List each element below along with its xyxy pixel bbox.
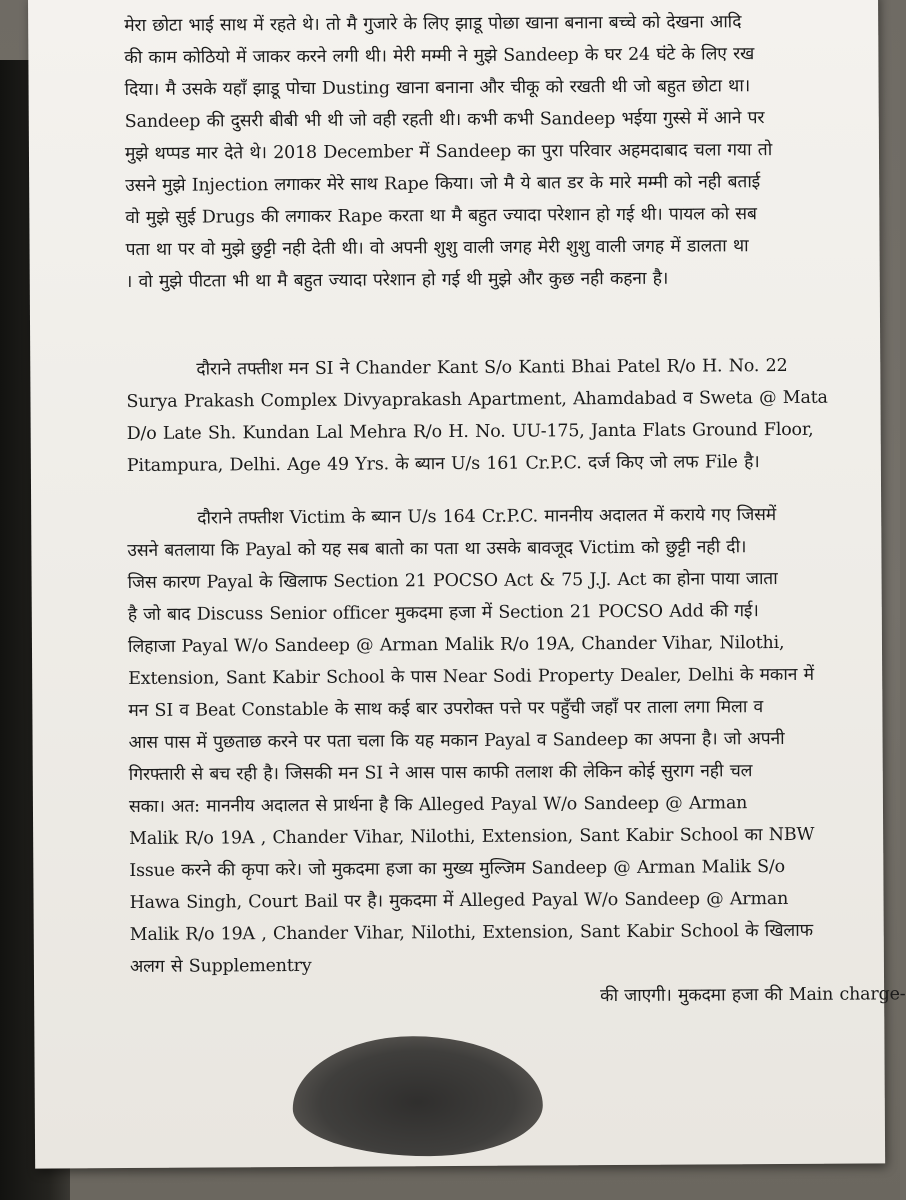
text-line: उसने मुझे Injection लगाकर मेरे साथ Rape किया। जो मै ये बात डर के मारे मम्मी को नही बताई (125, 172, 761, 197)
text-line: पता था पर वो मुझे छुट्टी नही देती थी। वो अपनी शुशु वाली जगह मेरी शुशु वाली जगह में डालता था (125, 236, 749, 261)
redaction-smudge (292, 1035, 543, 1157)
text-line: D/o Late Sh. Kundan Lal Mehra R/o H. No. UU-175, Janta Flats Ground Floor, (126, 419, 814, 445)
text-line: । वो मुझे पीटता भी था मै बहुत ज्यादा परेशान हो गई थी मुझे और कुछ नही कहना है। (125, 268, 669, 293)
paragraph-witness-statements (126, 350, 828, 482)
text-line: सका। अत: माननीय अदालत से प्रार्थना है कि Alleged Payal W/o Sandeep @ Arman (128, 793, 748, 817)
paragraph-victim-statement (124, 6, 822, 298)
text-line: Pitampura, Delhi. Age 49 Yrs. के ब्यान U/s 161 Cr.P.C. दर्ज किए जो लफ File है। (126, 452, 760, 477)
text-line: मेरा छोटा भाई साथ में रहते थे। तो मै गुजारे के लिए झाडू पोछा खाना बनाना बच्चे को देखना आदि (124, 12, 742, 37)
text-line: Hawa Singh, Court Bail पर है। मुकदमा में Alleged Payal W/o Sandeep @ Arman (129, 888, 789, 913)
text-line: दौराने तफ्तीश मन SI ने Chander Kant S/o Kanti Bhai Patel R/o H. No. 22 (196, 355, 788, 380)
text-line: Issue करने की कृपा करे। जो मुकदमा हजा का मुख्य मुल्जिम Sandeep @ Arman Malik S/o (129, 856, 786, 881)
text-line: Malik R/o 19A , Chander Vihar, Nilothi, Extension, Sant Kabir School के खिलाफ (129, 920, 813, 945)
text-line: वो मुझे सुई Drugs की लगाकर Rape करता था मै बहुत ज्यादा परेशान हो गई थी। पायल को सब (125, 204, 757, 229)
document-page (28, 0, 906, 1169)
text-line: अलग से Supplementry (129, 955, 312, 977)
text-line: Extension, Sant Kabir School के पास Near Sodi Property Dealer, Delhi के मकान में (128, 664, 814, 689)
text-line: दौराने तफ्तीश Victim के ब्यान U/s 164 Cr.P.C. माननीय अदालत में कराये गए जिसमें (197, 505, 777, 529)
text-line: Malik R/o 19A , Chander Vihar, Nilothi, Extension, Sant Kabir School का NBW (129, 824, 815, 849)
text-line: जिस कारण Payal के खिलाफ Section 21 POCSO Act & 75 J.J. Act का होना पाया जाता (127, 569, 778, 593)
text-line: मन SI व Beat Constable के साथ कई बार उपरोक्त पत्ते पर पहुँची जहाँ पर ताला लगा मिला व (128, 697, 764, 721)
text-line: गिरफ्तारी से बच रही है। जिसकी मन SI ने आस पास काफी तलाश की लेकिन कोई सुराग नही चल (128, 761, 753, 785)
text-line: दिया। मै उसके यहाँ झाडू पोचा Dusting खाना बनाना और चीकू को रखती थी जो बहुत छोटा था। (124, 76, 751, 101)
text-line: लिहाजा Payal W/o Sandeep @ Arman Malik R/o 19A, Chander Vihar, Nilothi, (127, 632, 785, 657)
text-line: मुझे थप्पड मार देते थे। 2018 December में Sandeep का पुरा परिवार अहमदाबाद चला गया तो (124, 140, 773, 165)
text-line: की जाएगी। मुकदमा हजा की Main charge- (600, 984, 906, 1007)
text-line: आस पास में पुछताछ करने पर पता चला कि यह मकान Payal व Sandeep का अपना है। जो अपनी (128, 728, 785, 753)
text-line: Surya Prakash Complex Divyaprakash Apartment, Ahamdabad व Sweta @ Mata (126, 387, 828, 413)
text-line: है जो बाद Discuss Senior officer मुकदमा हजा में Section 21 POCSO Add की गई। (127, 601, 759, 625)
text-line: उसने बतलाया कि Payal को यह सब बातो का पता था उसके बावजूद Victim को छुट्टी नही दी। (127, 537, 747, 561)
paragraph-investigation (127, 499, 906, 1015)
text-line: Sandeep की दुसरी बीबी भी थी जो वही रहती थी। कभी कभी Sandeep भईया गुस्से में आने पर (124, 108, 765, 133)
text-line: की काम कोठियो में जाकर करने लगी थी। मेरी मम्मी ने मुझे Sandeep के घर 24 घंटे के लिए रख (124, 44, 755, 69)
